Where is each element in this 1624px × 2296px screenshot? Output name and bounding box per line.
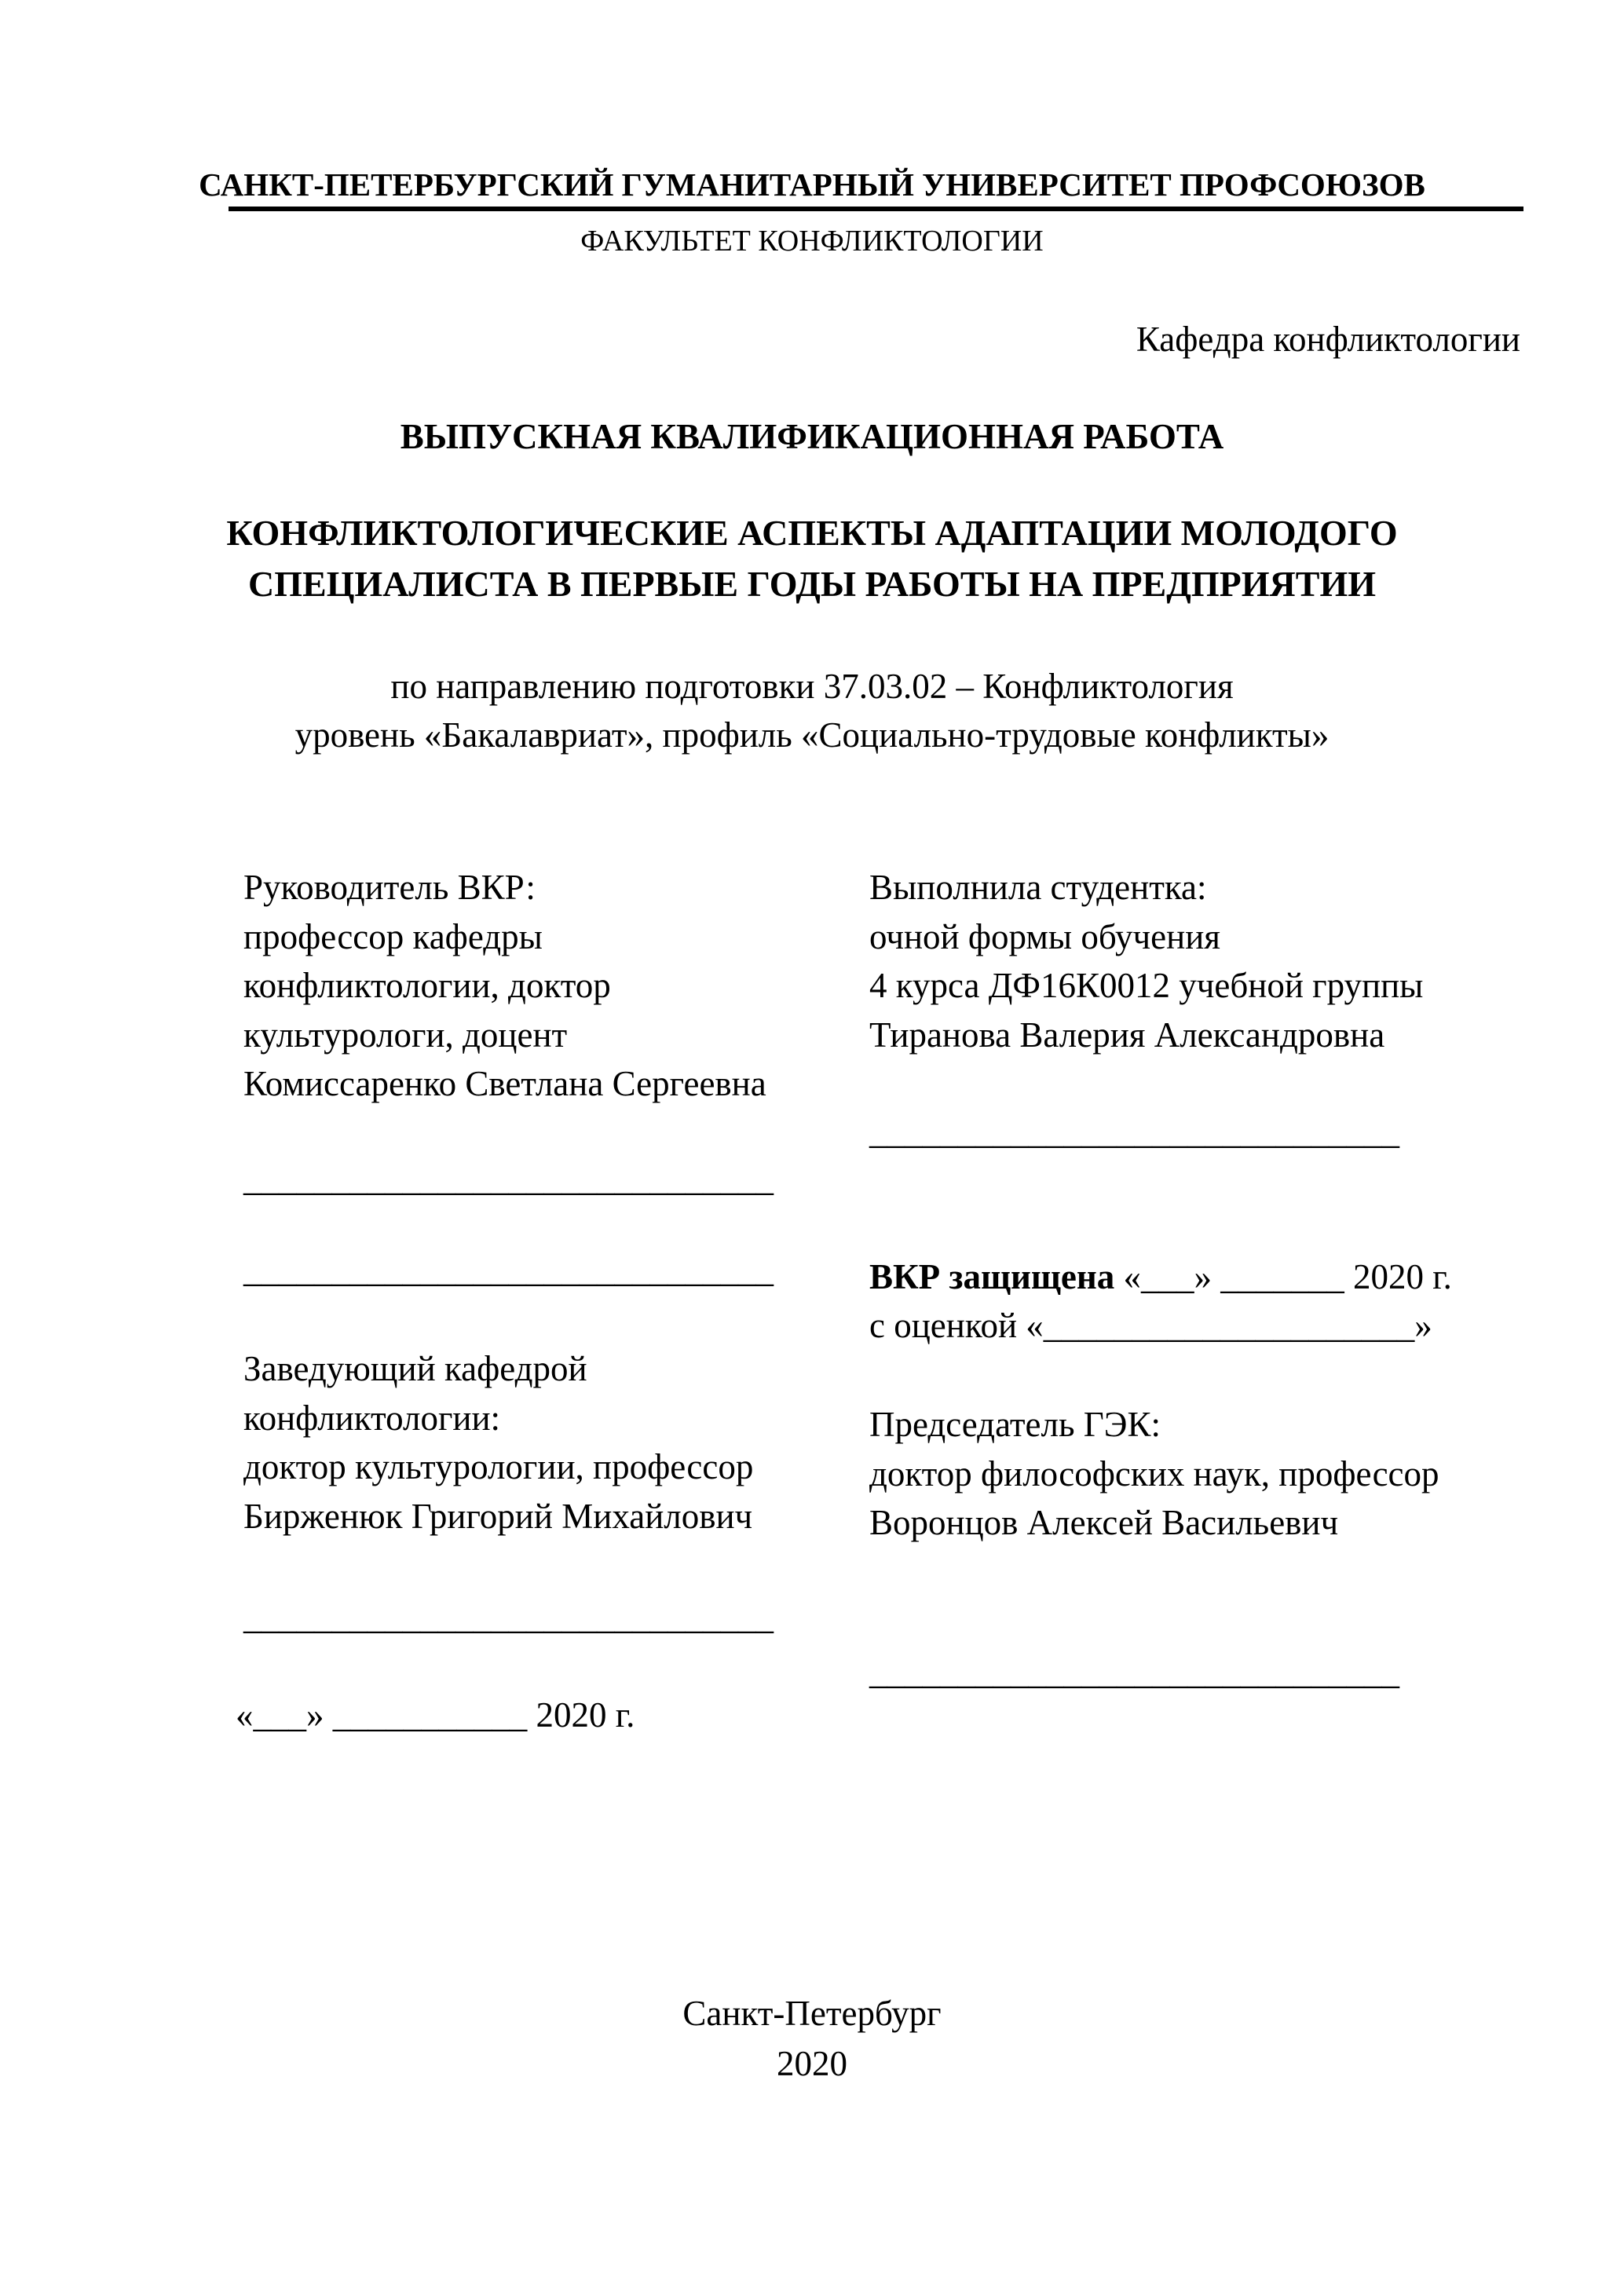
department-name: Кафедра конфликтологии	[1136, 320, 1520, 359]
head-name: Бирженюк Григорий Михайлович	[243, 1496, 753, 1536]
supervisor-position: конфликтологии, доктор	[243, 966, 611, 1005]
city: Санкт-Петербург	[682, 1994, 942, 2033]
work-title-line1: КОНФЛИКТОЛОГИЧЕСКИЕ АСПЕКТЫ АДАПТАЦИИ МОЛОДОГО	[226, 513, 1398, 553]
header-rule	[229, 207, 1523, 211]
direction-line1: по направлению подготовки 37.03.02 – Конфликтология	[390, 667, 1234, 706]
chair-name: Воронцов Алексей Васильевич	[869, 1503, 1339, 1542]
work-title-line2: СПЕЦИАЛИСТА В ПЕРВЫЕ ГОДЫ РАБОТЫ НА ПРЕДПРИЯТИИ	[247, 564, 1377, 604]
student-name: Тиранова Валерия Александровна	[869, 1015, 1385, 1055]
defense-line	[869, 1252, 1452, 1301]
supervisor-position: профессор кафедры	[243, 916, 543, 956]
supervisor-signature-line-2: ______________________________	[243, 1250, 774, 1289]
approval-date: «___» ___________ 2020 г.	[236, 1695, 635, 1735]
head-signature-line: ______________________________	[243, 1597, 774, 1636]
head-position: доктор культурологии, профессор	[243, 1447, 754, 1486]
grade-line: с оценкой «_____________________»	[869, 1306, 1432, 1345]
supervisor-signature-line: ______________________________	[243, 1159, 774, 1198]
student-label: Выполнила студентка:	[869, 868, 1207, 907]
student-group: 4 курса ДФ16К0012 учебной группы	[869, 966, 1424, 1005]
supervisor-block	[243, 863, 766, 1109]
student-signature-line: ______________________________	[869, 1112, 1399, 1151]
student-block	[869, 863, 1423, 1059]
defended-label: ВКР защищена	[869, 1257, 1115, 1296]
supervisor-label: Руководитель ВКР:	[243, 868, 536, 907]
chair-position: доктор философских наук, профессор	[869, 1453, 1439, 1493]
head-label: Заведующий кафедрой	[243, 1349, 587, 1388]
work-type: ВЫПУСКНАЯ КВАЛИФИКАЦИОННАЯ РАБОТА	[400, 417, 1224, 456]
university-name: САНКТ-ПЕТЕРБУРГСКИЙ ГУМАНИТАРНЫЙ УНИВЕРСИТЕТ ПРОФСОЮЗОВ	[199, 166, 1425, 203]
year: 2020	[777, 2044, 847, 2083]
supervisor-name: Комиссаренко Светлана Сергеевна	[243, 1064, 766, 1103]
supervisor-position: культурологи, доцент	[243, 1015, 568, 1055]
direction-line2: уровень «Бакалавриат», профиль «Социально-трудовые конфликты»	[294, 715, 1330, 755]
head-label: конфликтологии:	[243, 1398, 501, 1438]
defended-date: «___» _______ 2020 г.	[1114, 1257, 1452, 1296]
chair-signature-line: ______________________________	[869, 1652, 1399, 1691]
chair-block	[869, 1400, 1439, 1548]
student-study-form: очной формы обучения	[869, 916, 1220, 956]
head-block	[243, 1344, 753, 1541]
faculty-name: ФАКУЛЬТЕТ КОНФЛИКТОЛОГИИ	[580, 225, 1044, 258]
chair-label: Председатель ГЭК:	[869, 1405, 1161, 1444]
